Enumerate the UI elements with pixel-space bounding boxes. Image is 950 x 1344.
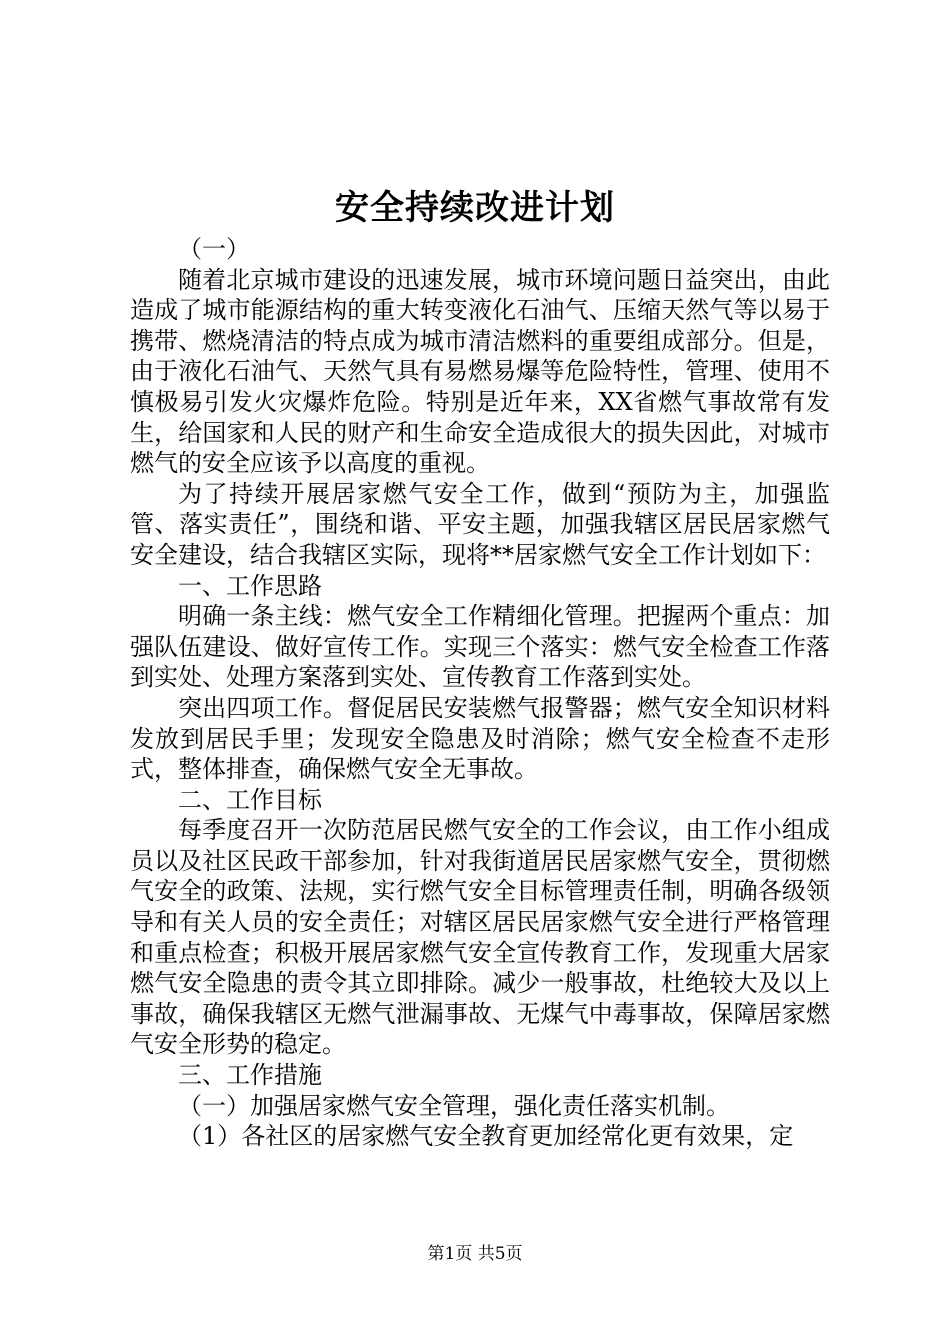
- paragraph: 为了持续开展居家燃气安全工作，做到“预防为主，加强监管、落实责任”，围绕和谐、平安主题，加强我辖区居民居家燃气安全建设，结合我辖区实际，现将**居家燃气安全工作计划如下：: [130, 479, 830, 569]
- section-heading: 一、工作思路: [178, 571, 322, 600]
- paragraph: （一）加强居家燃气安全管理，强化责任落实机制。: [178, 1091, 730, 1120]
- paragraph: 随着北京城市建设的迅速发展，城市环境问题日益突出，由此造成了城市能源结构的重大转变液化石油气、压缩天然气等以易于携带、燃烧清洁的特点成为城市清洁燃料的重要组成部分。但是，由于液化石油气、天然气具有易燃易爆等危险特性，管理、使用不慎极易引发火灾爆炸危险。特别是近年来，XX省燃气事故常有发生，给国家和人民的财产和生命安全造成很大的损失因此，对城市燃气的安全应该予以高度的重视。: [130, 265, 830, 478]
- document-title: 安全持续改进计划: [335, 188, 615, 228]
- document-body: [130, 234, 830, 1152]
- section-heading: 三、工作措施: [178, 1061, 322, 1090]
- section-heading: 二、工作目标: [178, 785, 322, 814]
- paragraph: 明确一条主线：燃气安全工作精细化管理。把握两个重点：加强队伍建设、做好宣传工作。实现三个落实：燃气安全检查工作落到实处、处理方案落到实处、宣传教育工作落到实处。: [130, 602, 830, 692]
- paragraph: 突出四项工作。督促居民安装燃气报警器；燃气安全知识材料发放到居民手里；发现安全隐患及时消除；燃气安全检查不走形式，整体排查，确保燃气安全无事故。: [130, 693, 830, 784]
- page-footer: 第1页 共5页: [427, 1244, 523, 1264]
- paragraph: （一）: [178, 235, 250, 263]
- paragraph: （1）各社区的居家燃气安全教育更加经常化更有效果，定: [178, 1122, 794, 1151]
- paragraph: 每季度召开一次防范居民燃气安全的工作会议，由工作小组成员以及社区民政干部参加，针对我街道居民居家燃气安全，贯彻燃气安全的政策、法规，实行燃气安全目标管理责任制，明确各级领导和有关人员的安全责任；对辖区居民居家燃气安全进行严格管理和重点检查；积极开展居家燃气安全宣传教育工作，发现重大居家燃气安全隐患的责令其立即排除。减少一般事故，杜绝较大及以上事故，确保我辖区无燃气泄漏事故、无煤气中毒事故，保障居家燃气安全形势的稳定。: [130, 816, 830, 1059]
